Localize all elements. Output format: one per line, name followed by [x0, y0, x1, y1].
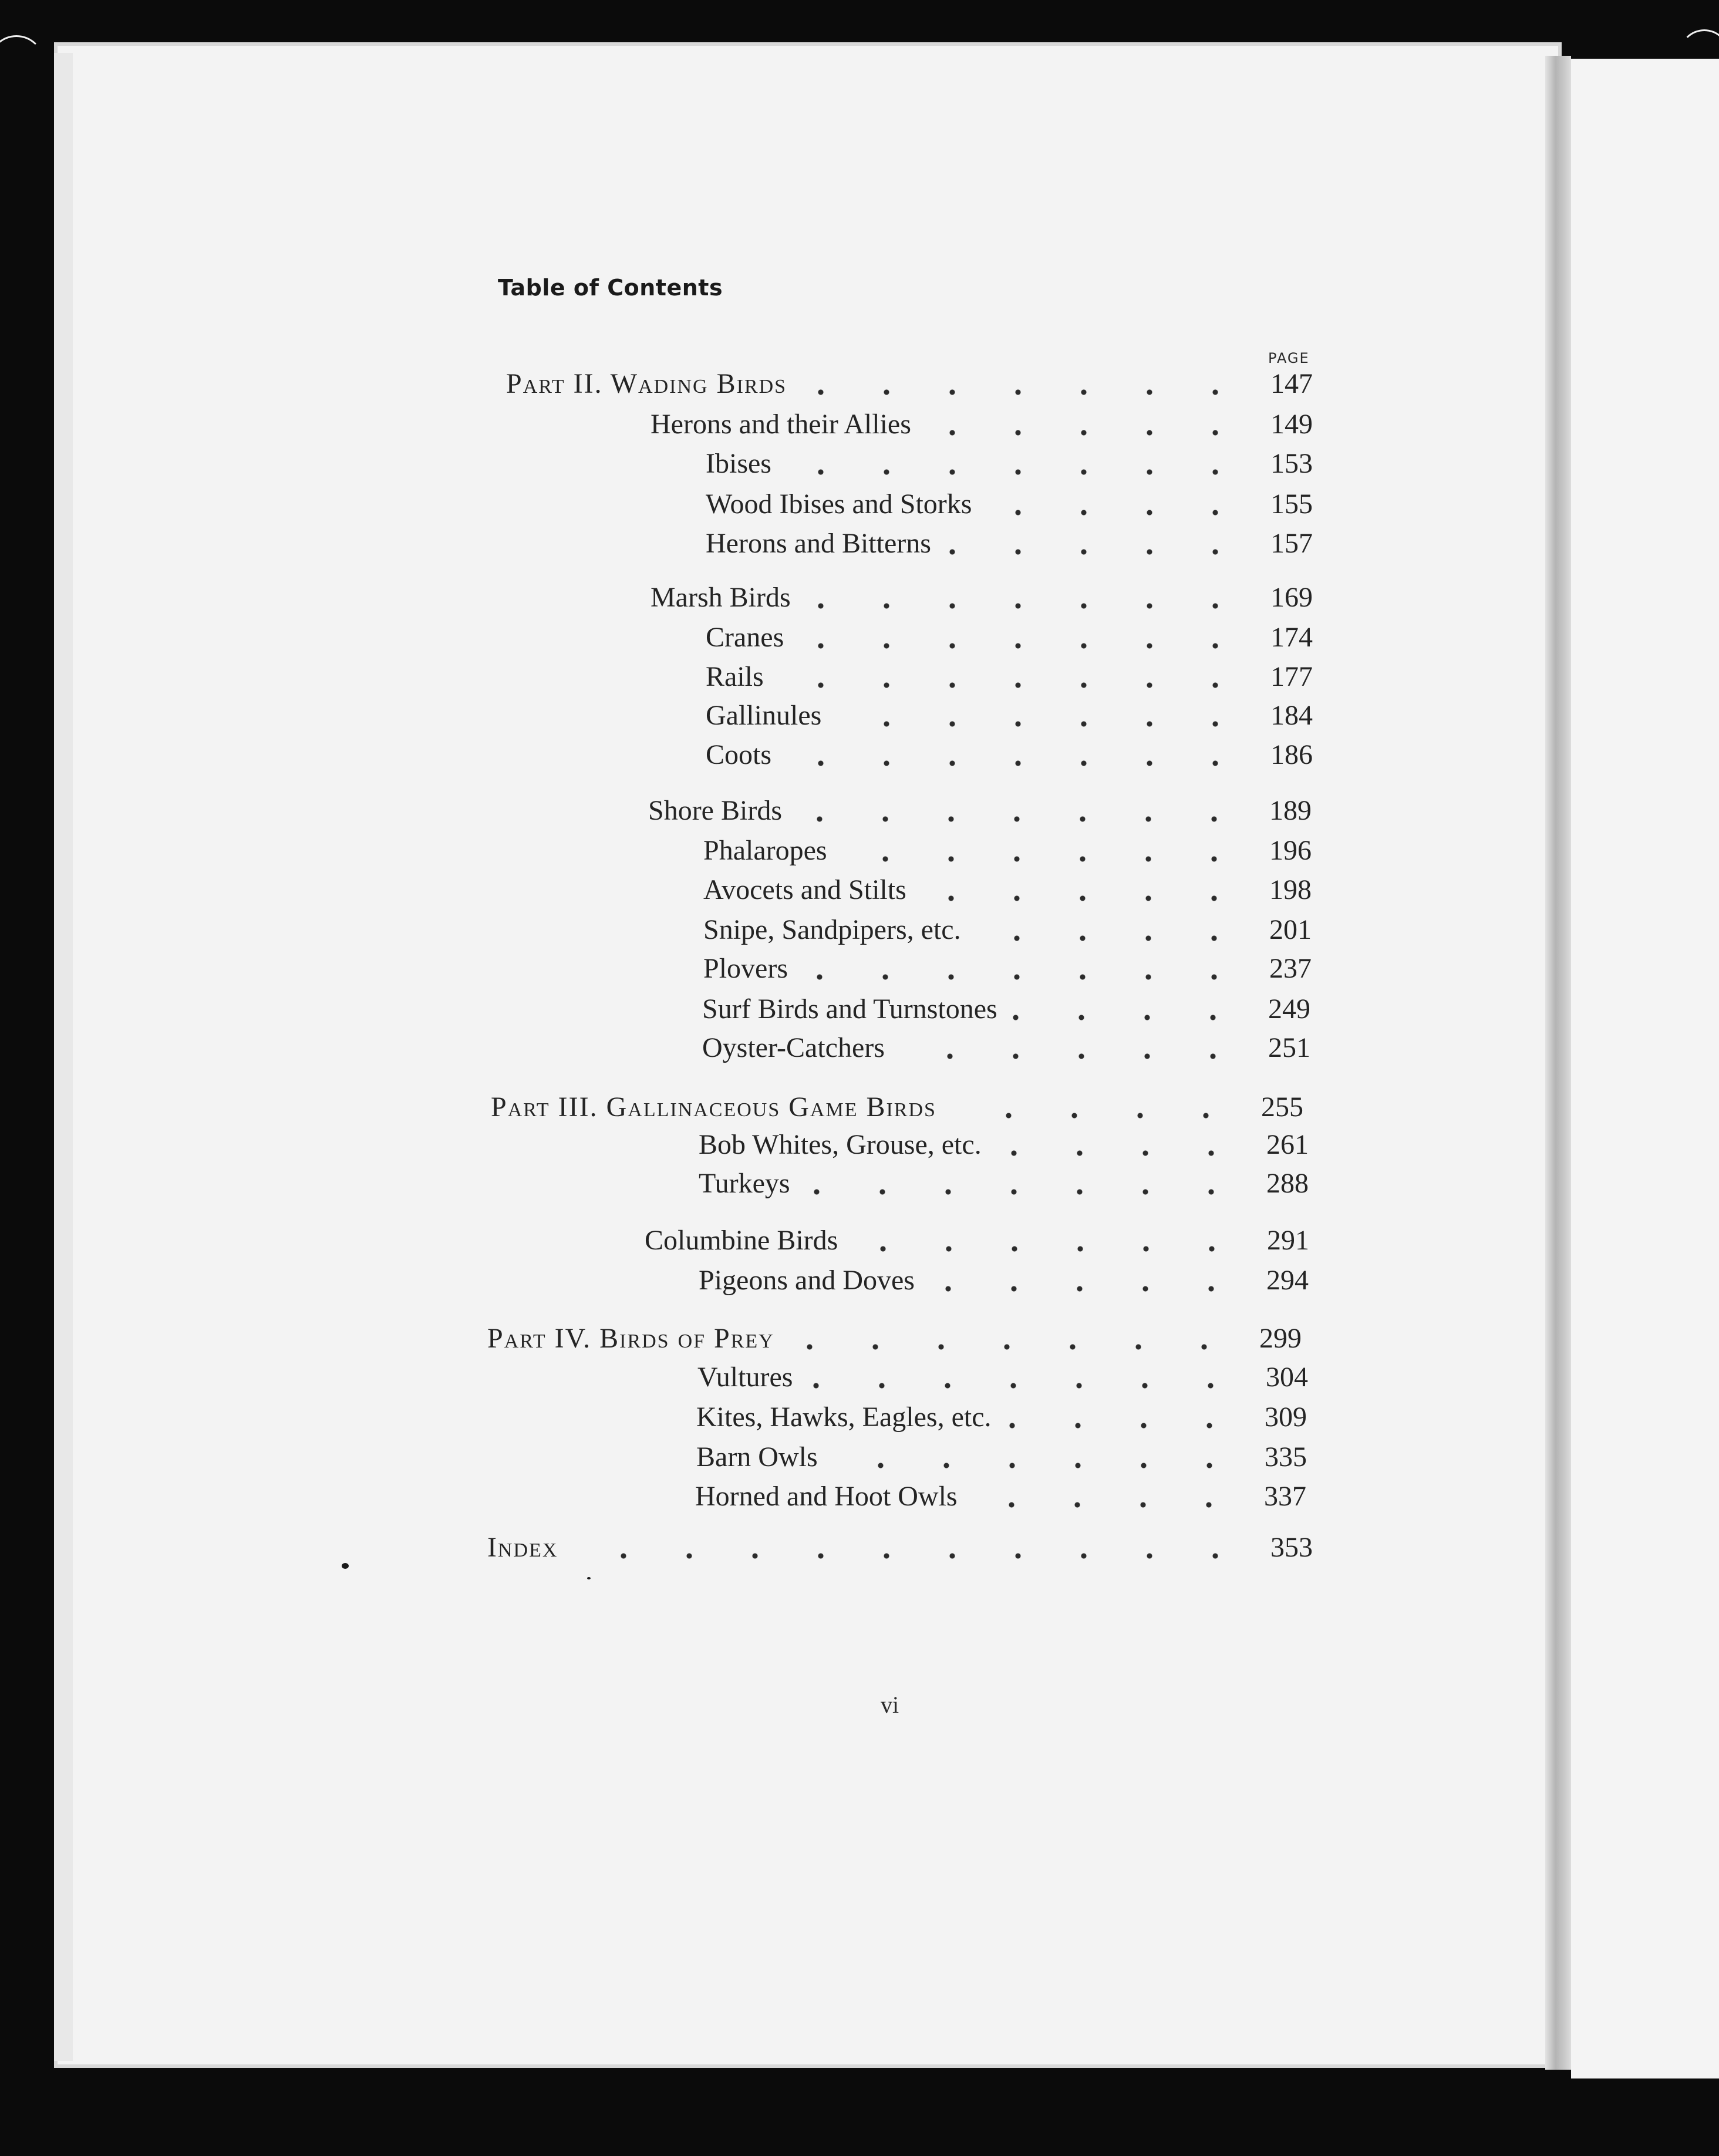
toc-page-number: 335 — [1265, 1441, 1307, 1473]
toc-page-number: 157 — [1270, 528, 1313, 559]
toc-row — [0, 477, 1719, 518]
toc-section-title: Shore Birds — [648, 795, 782, 826]
toc-subsection-title: Cranes — [706, 622, 784, 653]
toc-page-number: 294 — [1266, 1265, 1309, 1296]
toc-subsection-title: Ibises — [706, 448, 771, 479]
toc-subsection-title: Rails — [706, 661, 764, 692]
page-column-label: PAGE — [1268, 350, 1310, 366]
toc-subsection-title: Phalaropes — [703, 835, 827, 866]
toc-page-number: 196 — [1269, 835, 1312, 866]
toc-row — [0, 1390, 1719, 1431]
toc-part-title: Part II. Wading Birds — [506, 368, 787, 399]
toc-subsection-title: Wood Ibises and Storks — [706, 489, 972, 520]
toc-page-number: 251 — [1268, 1032, 1310, 1063]
toc-row — [0, 437, 1719, 478]
toc-part-title: Part IV. Birds of Prey — [487, 1323, 774, 1354]
toc-row — [0, 1430, 1719, 1471]
dot-leader — [921, 429, 1248, 436]
toc-row — [0, 571, 1719, 612]
toc-page-number: 304 — [1266, 1362, 1308, 1393]
dot-leader — [567, 1552, 1248, 1559]
dot-leader — [781, 760, 1248, 767]
dot-leader — [924, 1285, 1244, 1292]
dot-leader — [802, 1382, 1243, 1389]
toc-page-number: 149 — [1270, 409, 1313, 440]
toc-subsection-title: Horned and Hoot Owls — [695, 1481, 958, 1512]
scan-corner-mark-left — [0, 35, 45, 92]
toc-row — [0, 517, 1719, 558]
dot-leader — [773, 682, 1248, 689]
toc-row — [0, 982, 1719, 1023]
toc-row — [0, 1214, 1719, 1255]
ink-speck — [587, 1577, 591, 1579]
toc-row — [0, 397, 1719, 439]
toc-page-number: 299 — [1259, 1323, 1302, 1354]
toc-page-number: 147 — [1270, 368, 1313, 399]
toc-section-title: Herons and their Allies — [650, 409, 911, 440]
toc-page-number: 288 — [1266, 1168, 1309, 1199]
dot-leader — [894, 1053, 1246, 1060]
toc-row — [0, 903, 1719, 944]
dot-leader — [796, 389, 1248, 396]
ink-speck — [342, 1563, 349, 1569]
toc-page-number: 174 — [1270, 622, 1313, 653]
dot-leader — [781, 469, 1248, 476]
toc-page-number: 353 — [1270, 1532, 1313, 1563]
toc-subsection-title: Herons and Bitterns — [706, 528, 931, 559]
toc-page-number: 237 — [1269, 953, 1312, 984]
toc-row — [0, 1350, 1719, 1392]
toc-section-title: Marsh Birds — [650, 582, 791, 613]
toc-subsection-title: Snipe, Sandpipers, etc. — [703, 914, 961, 945]
dot-leader — [791, 816, 1247, 823]
toc-row — [0, 728, 1719, 769]
toc-page-number: 153 — [1270, 448, 1313, 479]
dot-leader — [967, 1501, 1242, 1508]
toc-row — [0, 784, 1719, 825]
toc-row — [0, 1312, 1719, 1353]
toc-row — [0, 689, 1719, 730]
toc-subsection-title: Surf Birds and Turnstones — [702, 993, 997, 1025]
toc-row — [0, 1021, 1719, 1062]
dot-leader — [800, 602, 1248, 609]
toc-page-number: 337 — [1264, 1481, 1306, 1512]
toc-row — [0, 650, 1719, 691]
dot-leader — [847, 1245, 1245, 1252]
toc-row — [0, 863, 1719, 904]
toc-page-number: 198 — [1269, 874, 1312, 905]
toc-subsection-title: Bob Whites, Grouse, etc. — [699, 1129, 982, 1160]
page-folio: vi — [881, 1692, 899, 1718]
toc-page-number: 189 — [1269, 795, 1312, 826]
toc-subsection-title: Plovers — [703, 953, 788, 984]
toc-row — [0, 1157, 1719, 1198]
toc-page-number: 249 — [1268, 993, 1310, 1025]
toc-row — [0, 1118, 1719, 1159]
dot-leader — [916, 895, 1247, 902]
toc-heading: Table of Contents — [498, 275, 723, 301]
toc-subsection-title: Pigeons and Doves — [699, 1265, 915, 1296]
dot-leader — [793, 642, 1248, 649]
toc-subsection-title: Oyster-Catchers — [702, 1032, 885, 1063]
dot-leader — [837, 855, 1247, 863]
toc-row — [0, 824, 1719, 865]
dot-leader — [800, 1188, 1244, 1195]
toc-row — [0, 1254, 1719, 1295]
toc-page-number: 155 — [1270, 489, 1313, 520]
toc-page-number: 184 — [1270, 700, 1313, 731]
toc-page-number: 309 — [1265, 1402, 1307, 1433]
toc-page-number: 291 — [1267, 1225, 1309, 1256]
toc-subsection-title: Avocets and Stilts — [703, 874, 906, 905]
dot-leader — [827, 1462, 1242, 1469]
toc-page-number: 255 — [1261, 1092, 1303, 1123]
dot-leader — [970, 935, 1247, 942]
toc-page-number: 201 — [1269, 914, 1312, 945]
toc-row — [0, 1080, 1719, 1121]
dot-leader — [991, 1150, 1244, 1157]
dot-leader — [1001, 1422, 1242, 1429]
toc-subsection-title: Turkeys — [699, 1168, 790, 1199]
dot-leader — [1007, 1014, 1246, 1021]
toc-subsection-title: Kites, Hawks, Eagles, etc. — [696, 1402, 992, 1433]
toc-part-title: Part III. Gallinaceous Game Birds — [491, 1092, 936, 1123]
toc-row — [0, 611, 1719, 652]
dot-leader — [981, 509, 1248, 516]
toc-subsection-title: Barn Owls — [696, 1441, 818, 1473]
toc-section-title: Columbine Birds — [645, 1225, 838, 1256]
toc-page-number: 177 — [1270, 661, 1313, 692]
toc-page-number: 186 — [1270, 739, 1313, 770]
dot-leader — [831, 720, 1248, 727]
toc-subsection-title: Coots — [706, 739, 772, 770]
dot-leader — [797, 973, 1247, 981]
toc-subsection-title: Vultures — [697, 1362, 793, 1393]
toc-index-title: Index — [487, 1532, 558, 1563]
toc-subsection-title: Gallinules — [706, 700, 822, 731]
toc-index-row — [0, 1521, 1719, 1562]
toc-page-number: 169 — [1270, 582, 1313, 613]
toc-row — [0, 357, 1719, 398]
dot-leader — [784, 1343, 1237, 1350]
toc-row — [0, 942, 1719, 983]
dot-leader — [941, 548, 1248, 555]
toc-row — [0, 1470, 1719, 1511]
toc-page-number: 261 — [1266, 1129, 1309, 1160]
